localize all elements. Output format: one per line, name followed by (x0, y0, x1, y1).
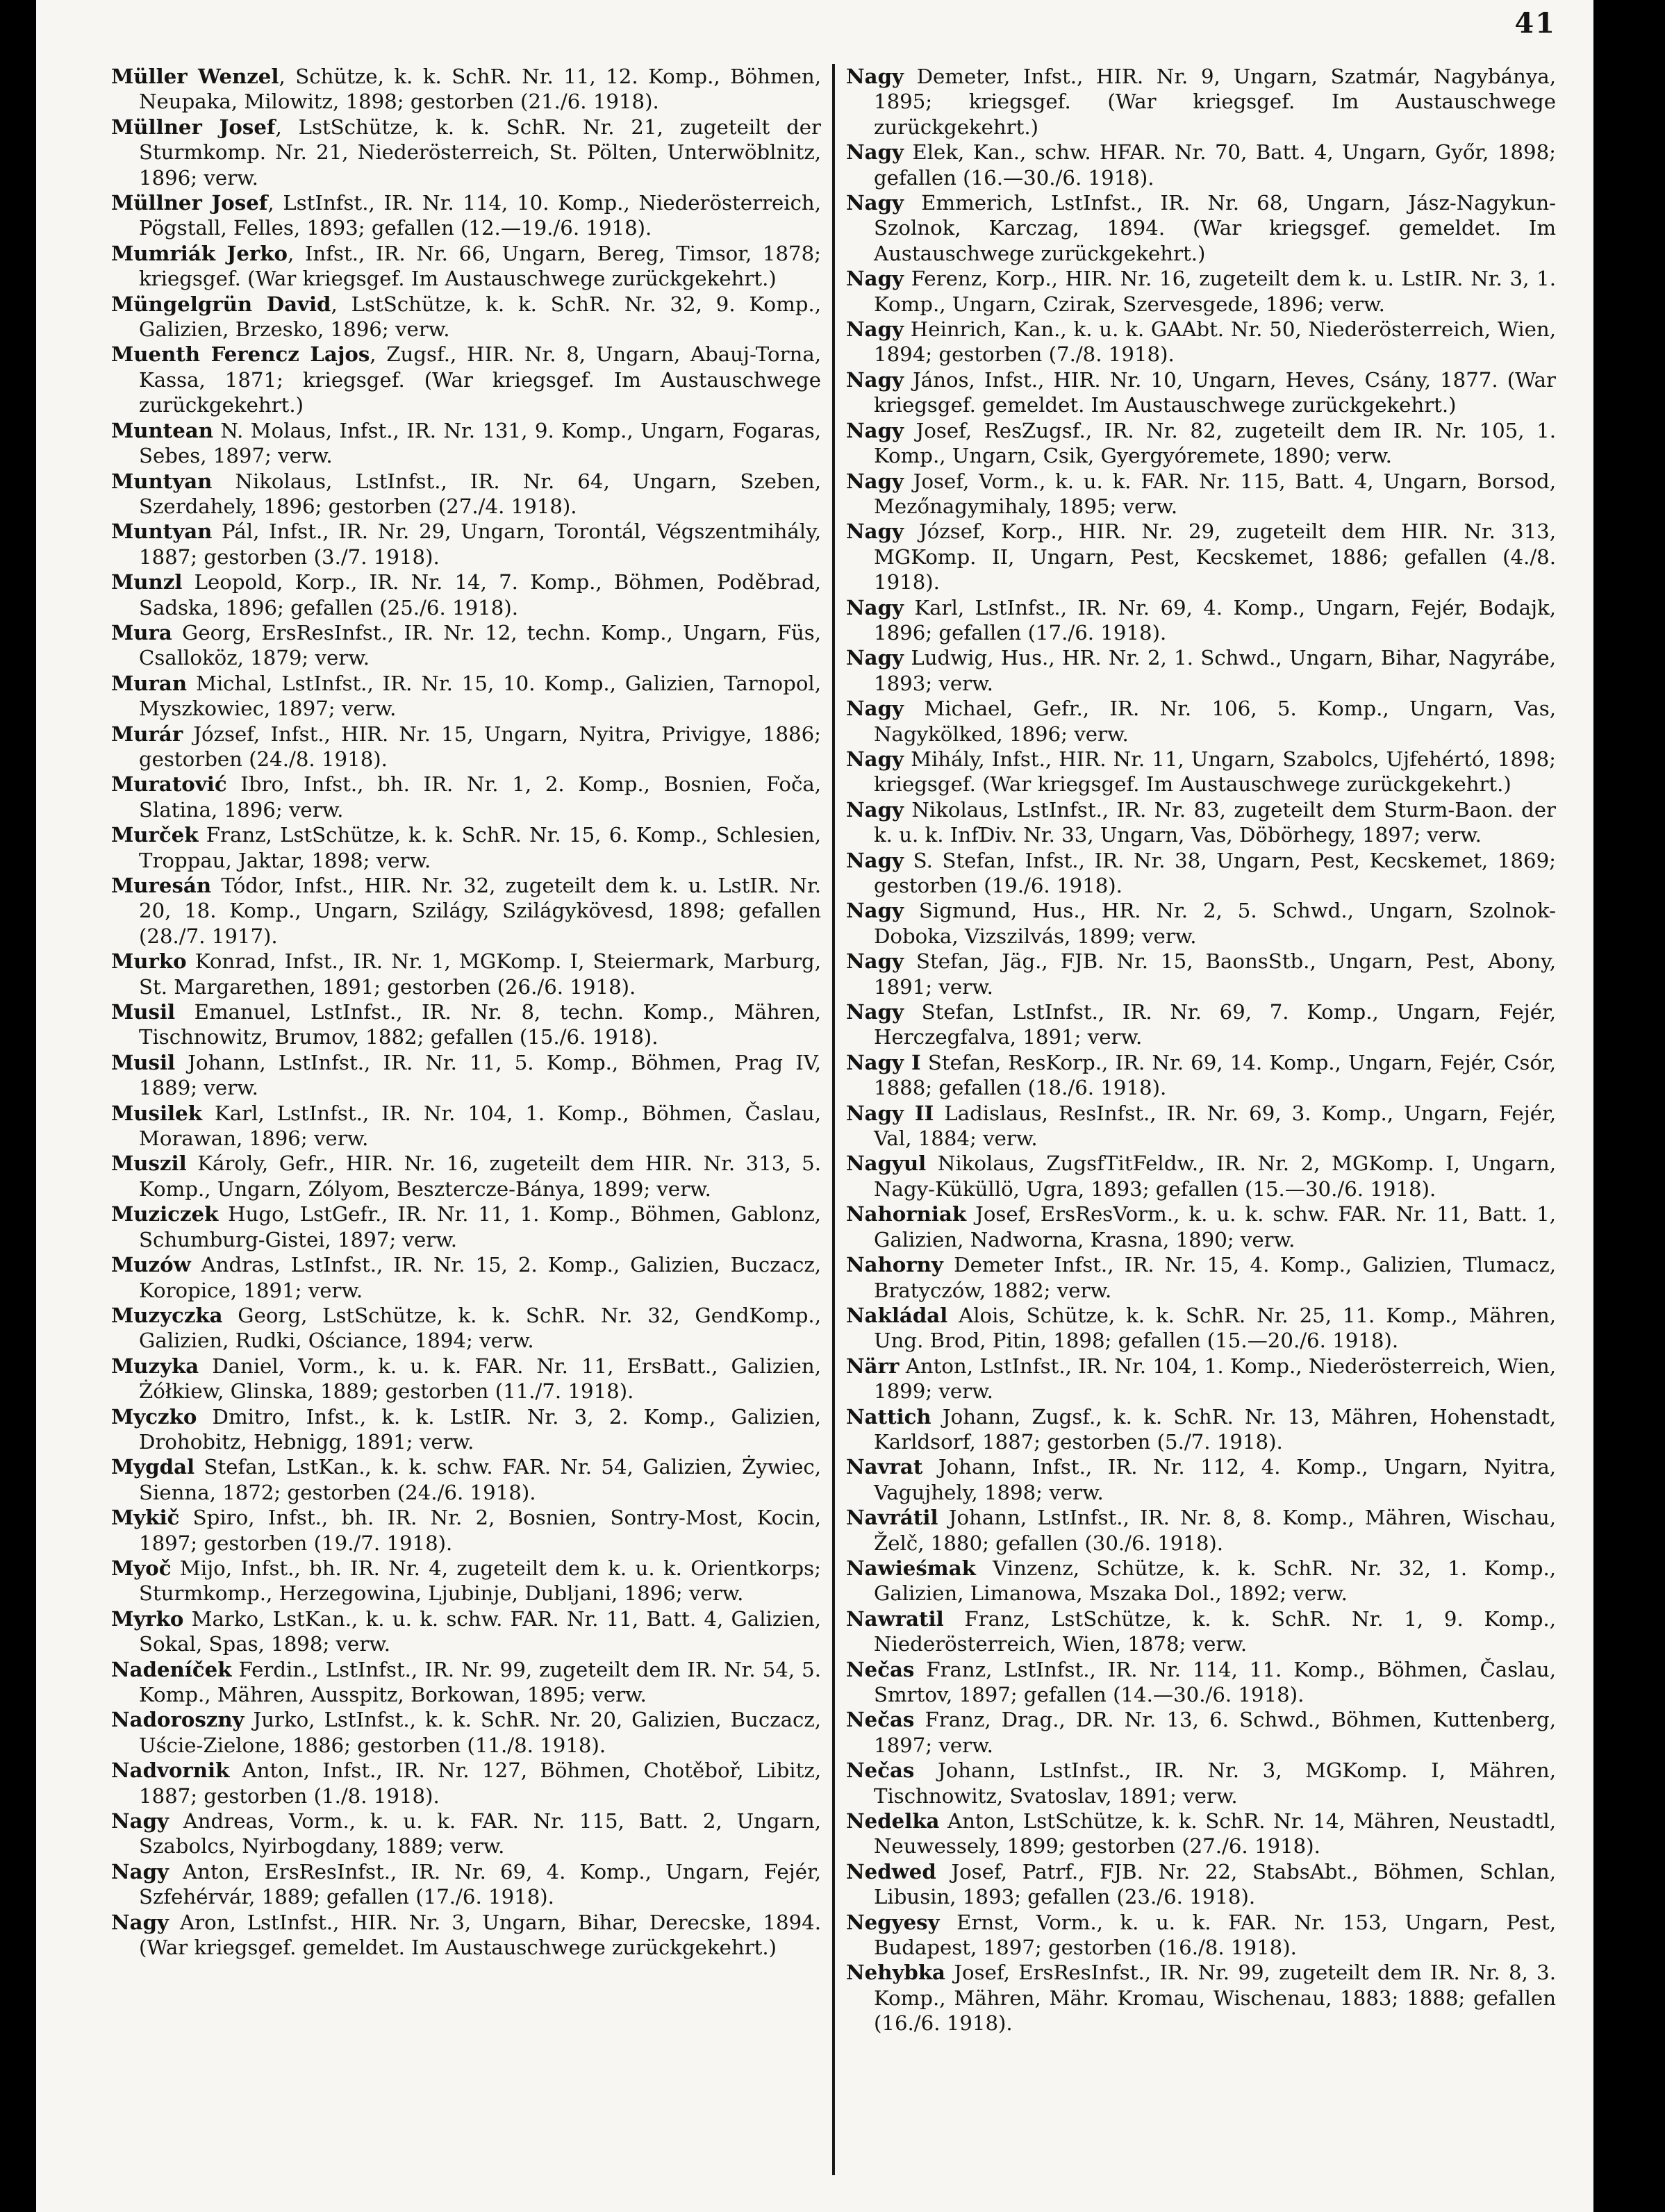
entry-details: Leopold, Korp., IR. Nr. 14, 7. Komp., Böhmen, Poděbrad, Sadska, 1896; gefallen (25./6. 1918). (139, 570, 821, 619)
entry-name: Muzyka (111, 1354, 199, 1378)
entry-details: Stefan, ResKorp., IR. Nr. 69, 14. Komp., Ungarn, Fejér, Csór, 1888; gefallen (18./6. 1918). (874, 1050, 1556, 1100)
entry-name: Nagy (111, 1809, 169, 1833)
entry-details: Andras, LstInfst., IR. Nr. 15, 2. Komp., Galizien, Buczacz, Koropice, 1891; verw. (139, 1253, 821, 1302)
entry-name: Muntyan (111, 519, 213, 544)
entry-name: Muresán (111, 874, 212, 897)
casualty-entry (846, 898, 1556, 949)
entry-details: , LstInfst., IR. Nr. 114, 10. Komp., Niederösterreich, Pögstall, Felles, 1893; gefallen (12.—19./6. 1918). (139, 191, 821, 240)
entry-name: Nahorny (846, 1253, 943, 1277)
entry-details: Franz, LstSchütze, k. k. SchR. Nr. 15, 6. Komp., Schlesien, Troppau, Jaktar, 1898; verw. (139, 823, 821, 872)
entry-name: Murček (111, 823, 199, 847)
entry-name: Nagy (846, 646, 904, 670)
entry-details: Georg, LstSchütze, k. k. SchR. Nr. 32, GendKomp., Galizien, Rudki, Ościance, 1894; verw. (139, 1303, 821, 1353)
entry-name: Nagy (846, 367, 904, 392)
entry-name: Navrátil (846, 1506, 938, 1530)
casualty-entry (846, 797, 1556, 848)
entry-details: Josef, Patrf., FJB. Nr. 22, StabsAbt., Böhmen, Schlan, Libusin, 1893; gefallen (23./6. 1918). (874, 1859, 1556, 1909)
entry-details: Károly, Gefr., HIR. Nr. 16, zugeteilt dem HIR. Nr. 313, 5. Komp., Ungarn, Zólyom, Besztercze-Bánya, 1899; verw. (139, 1151, 821, 1201)
entry-name: Nagy II (846, 1101, 934, 1125)
entry-name: Musilek (111, 1101, 202, 1125)
entry-details: Emanuel, LstInfst., IR. Nr. 8, techn. Komp., Mähren, Tischnowitz, Brumov, 1882; gefallen (15./6. 1918). (139, 1000, 821, 1049)
casualty-entry (846, 1657, 1556, 1708)
casualty-entry (111, 620, 821, 671)
casualty-entry (846, 1454, 1556, 1505)
casualty-entry (846, 266, 1556, 317)
casualty-entry (111, 190, 821, 241)
casualty-entry (846, 367, 1556, 418)
casualty-entry (846, 999, 1556, 1050)
casualty-entry (111, 772, 821, 822)
casualty-entry (111, 1859, 821, 1910)
casualty-entry (111, 1910, 821, 1961)
entry-name: Nedwed (846, 1859, 936, 1883)
casualty-entry (111, 1151, 821, 1201)
casualty-entry (111, 1454, 821, 1505)
entry-name: Nagy I (846, 1050, 921, 1074)
entry-name: Nakládal (846, 1303, 948, 1327)
entry-name: Muziczek (111, 1202, 219, 1226)
entry-name: Nagy (846, 65, 904, 88)
entry-details: Mijo, Infst., bh. IR. Nr. 4, zugeteilt dem k. u. k. Orientkorps; Sturmkomp., Herzegowina, Ljubinje, Dubljani, 1896; verw. (139, 1556, 821, 1606)
entry-name: Nagy (111, 1859, 169, 1883)
casualty-entry (846, 1201, 1556, 1252)
casualty-entry (846, 1808, 1556, 1859)
entry-details: Ibro, Infst., bh. IR. Nr. 1, 2. Komp., Bosnien, Foča, Slatina, 1896; verw. (139, 772, 821, 822)
casualty-entry (846, 469, 1556, 519)
entry-name: Muntean (111, 418, 213, 442)
entry-details: Pál, Infst., IR. Nr. 29, Ungarn, Torontál, Végszentmihály, 1887; gestorben (3./7. 1918). (139, 519, 821, 569)
entry-details: Vinzenz, Schütze, k. k. SchR. Nr. 32, 1. Komp., Galizien, Limanowa, Mszaka Dol., 1892; verw. (874, 1556, 1556, 1606)
casualty-entry (846, 1404, 1556, 1455)
casualty-entry (846, 1707, 1556, 1758)
casualty-entry (846, 1101, 1556, 1151)
casualty-entry (846, 64, 1556, 140)
casualty-entry (846, 645, 1556, 696)
entry-details: Ferenz, Korp., HIR. Nr. 16, zugeteilt dem k. u. LstIR. Nr. 3, 1. Komp., Ungarn, Czirak, Szervesgede, 1896; verw. (874, 267, 1556, 316)
casualty-entry (846, 848, 1556, 899)
entry-details: Nikolaus, LstInfst., IR. Nr. 83, zugeteilt dem Sturm-Baon. der k. u. k. InfDiv. Nr. 33, Ungarn, Vas, Döbörhegy, 1897; verw. (874, 797, 1556, 847)
casualty-entry (111, 873, 821, 949)
entry-details: Nikolaus, ZugsfTitFeldw., IR. Nr. 2, MGKomp. I, Ungarn, Nagy-Küküllö, Ugra, 1893; gefallen (15.—30./6. 1918). (874, 1151, 1556, 1201)
casualty-entry (111, 469, 821, 519)
entry-details: Franz, LstInfst., IR. Nr. 114, 11. Komp., Böhmen, Časlau, Smrtov, 1897; gefallen (14.—30./6. 1918). (874, 1657, 1556, 1706)
entry-name: Musil (111, 1050, 176, 1074)
entry-details: Elek, Kan., schw. HFAR. Nr. 70, Batt. 4, Ungarn, Győr, 1898; gefallen (16.—30./6. 1918). (874, 140, 1556, 190)
casualty-entry (846, 1910, 1556, 1961)
entry-name: Müllner Josef (111, 115, 276, 139)
entry-name: Muran (111, 671, 188, 695)
entry-details: János, Infst., HIR. Nr. 10, Ungarn, Heves, Csány, 1877. (War kriegsgef. gemeldet. Im Austauschwege zurückgekehrt.) (874, 367, 1556, 417)
entry-name: Nagy (846, 140, 904, 165)
casualty-entry (111, 1404, 821, 1455)
entry-name: Murko (111, 949, 187, 974)
entry-details: Spiro, Infst., bh. IR. Nr. 2, Bosnien, Sontry-Most, Kocin, 1897; gestorben (19./7. 1918). (139, 1506, 821, 1555)
casualty-entry (111, 1201, 821, 1252)
casualty-entry (111, 1101, 821, 1151)
casualty-entry (846, 519, 1556, 594)
casualty-entry (111, 722, 821, 772)
entry-details: Franz, LstSchütze, k. k. SchR. Nr. 1, 9. Komp., Niederösterreich, Wien, 1878; verw. (874, 1606, 1556, 1656)
casualty-entry (846, 1050, 1556, 1101)
entry-name: Nagy (846, 191, 904, 215)
casualty-entry (846, 418, 1556, 469)
entry-name: Nagy (846, 747, 904, 771)
casualty-entry (111, 241, 821, 292)
entry-details: Jurko, LstInfst., k. k. SchR. Nr. 20, Galizien, Buczacz, Uście-Zielone, 1886; gestorben (11./8. 1918). (139, 1708, 821, 1757)
entry-details: Stefan, LstKan., k. k. schw. FAR. Nr. 54, Galizien, Żywiec, Sienna, 1872; gestorben (24./6. 1918). (139, 1455, 821, 1504)
entry-name: Nagy (846, 1000, 904, 1024)
entry-name: Mygdal (111, 1455, 195, 1479)
casualty-entry (846, 1758, 1556, 1808)
entry-details: Stefan, LstInfst., IR. Nr. 69, 7. Komp., Ungarn, Fejér, Herczegfalva, 1891; verw. (874, 1000, 1556, 1049)
entry-name: Muzów (111, 1253, 191, 1277)
casualty-entry (111, 418, 821, 469)
casualty-entry (111, 1606, 821, 1657)
entry-details: Georg, ErsResInfst., IR. Nr. 12, techn. Komp., Ungarn, Füs, Csalloköz, 1879; verw. (139, 620, 821, 670)
entry-details: Johann, LstInfst., IR. Nr. 11, 5. Komp., Böhmen, Prag IV, 1889; verw. (139, 1050, 821, 1100)
entry-details: Alois, Schütze, k. k. SchR. Nr. 25, 11. Komp., Mähren, Ung. Brod, Pitin, 1898; gefallen (15.—20./6. 1918). (874, 1303, 1556, 1353)
entry-name: Nečas (846, 1657, 915, 1681)
entry-details: , Zugsf., HIR. Nr. 8, Ungarn, Abauj-Torna, Kassa, 1871; kriegsgef. (War kriegsgef. Im Austauschwege zurückgekehrt.) (139, 342, 822, 417)
right-column (846, 64, 1556, 2036)
entry-details: Anton, LstSchütze, k. k. SchR. Nr. 14, Mähren, Neustadtl, Neuwessely, 1899; gestorben (27./6. 1918). (874, 1809, 1556, 1858)
entry-details: Nikolaus, LstInfst., IR. Nr. 64, Ungarn, Szeben, Szerdahely, 1896; gestorben (27./4. 1918). (139, 469, 821, 518)
casualty-entry (111, 342, 821, 417)
casualty-entry (111, 115, 821, 190)
casualty-entry (111, 1657, 821, 1708)
entry-details: Josef, Vorm., k. u. k. FAR. Nr. 115, Batt. 4, Ungarn, Borsod, Mezőnagymihaly, 1895; verw. (874, 469, 1556, 518)
casualty-entry (846, 1252, 1556, 1303)
entry-name: Nagy (846, 697, 904, 721)
casualty-entry (846, 1606, 1556, 1657)
entry-details: Tódor, Infst., HIR. Nr. 32, zugeteilt dem k. u. LstIR. Nr. 20, 18. Komp., Ungarn, Szilágy, Szilágykövesd, 1898; gefallen (28./7. 1917). (139, 874, 821, 948)
entry-details: Johann, Infst., IR. Nr. 112, 4. Komp., Ungarn, Nyitra, Vagujhely, 1898; verw. (874, 1455, 1556, 1504)
casualty-entry (111, 1556, 821, 1606)
entry-details: , Infst., IR. Nr. 66, Ungarn, Bereg, Timsor, 1878; kriegsgef. (War kriegsgef. Im Austauschwege zurückgekehrt.) (139, 241, 822, 291)
entry-name: Muszil (111, 1151, 187, 1176)
casualty-entry (846, 1151, 1556, 1201)
entry-details: Franz, Drag., DR. Nr. 13, 6. Schwd., Böhmen, Kuttenberg, 1897; verw. (874, 1708, 1556, 1757)
entry-name: Närr (846, 1354, 900, 1378)
entry-details: Konrad, Infst., IR. Nr. 1, MGKomp. I, Steiermark, Marburg, St. Margarethen, 1891; gestorben (26./6. 1918). (139, 949, 821, 999)
casualty-entry (111, 671, 821, 722)
casualty-entry (846, 747, 1556, 797)
casualty-entry (846, 696, 1556, 747)
entry-name: Nadvornik (111, 1758, 230, 1783)
entry-details: József, Korp., HIR. Nr. 29, zugeteilt dem HIR. Nr. 313, MGKomp. II, Ungarn, Pest, Kecskemet, 1886; gefallen (4./8. 1918). (874, 519, 1556, 594)
entry-name: Müllner Josef (111, 191, 268, 215)
left-column (111, 64, 821, 1960)
casualty-entry (111, 999, 821, 1050)
entry-details: Mihály, Infst., HIR. Nr. 11, Ungarn, Szabolcs, Ujfehértó, 1898; kriegsgef. (War kriegsgef. Im Austauschwege zurückgekehrt.) (874, 747, 1556, 797)
entry-name: Mykič (111, 1506, 180, 1530)
casualty-entry (111, 1758, 821, 1808)
entry-details: Ladislaus, ResInfst., IR. Nr. 69, 3. Komp., Ungarn, Fejér, Val, 1884; verw. (874, 1101, 1556, 1151)
casualty-entry (846, 317, 1556, 367)
entry-details: Marko, LstKan., k. u. k. schw. FAR. Nr. 11, Batt. 4, Galizien, Sokal, Spas, 1898; verw. (139, 1606, 821, 1656)
casualty-entry (111, 1050, 821, 1101)
casualty-entry (846, 1303, 1556, 1354)
entry-name: Nadeníček (111, 1657, 232, 1681)
entry-name: Muratović (111, 772, 227, 797)
casualty-entry (846, 1859, 1556, 1910)
entry-details: Karl, LstInfst., IR. Nr. 69, 4. Komp., Ungarn, Fejér, Bodajk, 1896; gefallen (17./6. 1918). (874, 595, 1556, 645)
entry-name: Nawieśmak (846, 1556, 976, 1580)
entry-details: Josef, ErsResInfst., IR. Nr. 99, zugeteilt dem IR. Nr. 8, 3. Komp., Mähren, Mähr. Kromau, Wischenau, 1883; 1888; gefallen (16./6. 1918). (874, 1961, 1556, 2036)
casualty-entry (846, 1960, 1556, 2036)
entry-name: Nagy (846, 595, 904, 619)
entry-name: Nahorniak (846, 1202, 967, 1226)
entry-details: Johann, LstInfst., IR. Nr. 3, MGKomp. I, Mähren, Tischnowitz, Svatoslav, 1891; verw. (874, 1758, 1556, 1808)
entry-name: Nawratil (846, 1606, 944, 1631)
entry-details: Ferdin., LstInfst., IR. Nr. 99, zugeteilt dem IR. Nr. 54, 5. Komp., Mähren, Ausspitz, Borkowan, 1895; verw. (139, 1657, 821, 1706)
entry-details: Johann, Zugsf., k. k. SchR. Nr. 13, Mähren, Hohenstadt, Karldsorf, 1887; gestorben (5./7. 1918). (874, 1404, 1556, 1454)
entry-details: Ludwig, Hus., HR. Nr. 2, 1. Schwd., Ungarn, Bihar, Nagyrábe, 1893; verw. (874, 646, 1556, 695)
document-page (36, 0, 1593, 2212)
entry-name: Müller Wenzel (111, 65, 279, 88)
entry-details: Anton, Infst., IR. Nr. 127, Böhmen, Chotěboř, Libitz, 1887; gestorben (1./8. 1918). (139, 1758, 821, 1808)
entry-details: Josef, ErsResVorm., k. u. k. schw. FAR. Nr. 11, Batt. 1, Galizien, Nadworna, Krasna, 1890; verw. (874, 1202, 1556, 1251)
entry-name: Nedelka (846, 1809, 940, 1833)
casualty-entry (846, 595, 1556, 646)
entry-name: Nagy (846, 899, 904, 923)
entry-name: Nagy (846, 418, 904, 442)
entry-details: , LstSchütze, k. k. SchR. Nr. 21, zugeteilt der Sturmkomp. Nr. 21, Niederösterreich, St. Pölten, Unterwöblnitz, 1896; verw. (139, 115, 821, 190)
entry-name: Muntyan (111, 469, 213, 493)
entry-name: Munzl (111, 570, 183, 594)
entry-details: , Schütze, k. k. SchR. Nr. 11, 12. Komp., Böhmen, Neupaka, Milowitz, 1898; gestorben (21./6. 1918). (139, 65, 821, 114)
entry-details: Demeter, Infst., HIR. Nr. 9, Ungarn, Szatmár, Nagybánya, 1895; kriegsgef. (War kriegsgef. Im Austauschwege zurückgekehrt.) (874, 65, 1556, 139)
column-divider (832, 64, 835, 2175)
entry-details: Karl, LstInfst., IR. Nr. 104, 1. Komp., Böhmen, Časlau, Morawan, 1896; verw. (139, 1101, 821, 1151)
entry-details: Ernst, Vorm., k. u. k. FAR. Nr. 153, Ungarn, Pest, Budapest, 1897; gestorben (16./8. 1918). (874, 1910, 1556, 1960)
entry-name: Müngelgrün David (111, 292, 331, 316)
casualty-entry (111, 1505, 821, 1556)
entry-name: Nagy (846, 949, 904, 974)
entry-details: Demeter Infst., IR. Nr. 15, 4. Komp., Galizien, Tlumacz, Bratyczów, 1882; verw. (874, 1253, 1556, 1302)
entry-name: Nagy (846, 469, 904, 493)
casualty-entry (846, 190, 1556, 266)
entry-details: S. Stefan, Infst., IR. Nr. 38, Ungarn, Pest, Kecskemet, 1869; gestorben (19./6. 1918). (874, 848, 1556, 897)
casualty-entry (846, 1556, 1556, 1606)
casualty-entry (111, 64, 821, 115)
entry-name: Nagy (846, 317, 904, 342)
casualty-entry (846, 1354, 1556, 1404)
entry-details: N. Molaus, Infst., IR. Nr. 131, 9. Komp., Ungarn, Fogaras, Sebes, 1897; verw. (139, 418, 821, 468)
entry-name: Nagy (846, 267, 904, 291)
entry-name: Mura (111, 620, 172, 645)
entry-name: Navrat (846, 1455, 923, 1479)
entry-details: Anton, LstInfst., IR. Nr. 104, 1. Komp., Niederösterreich, Wien, 1899; verw. (874, 1354, 1556, 1404)
entry-details: Johann, LstInfst., IR. Nr. 8, 8. Komp., Mähren, Wischau, Želč, 1880; gefallen (30./6. 1918). (874, 1506, 1556, 1555)
entry-details: Hugo, LstGefr., IR. Nr. 11, 1. Komp., Böhmen, Gablonz, Schumburg-Gistei, 1897; verw. (139, 1202, 821, 1251)
entry-name: Nattich (846, 1404, 931, 1429)
entry-name: Myczko (111, 1404, 197, 1429)
entry-details: Anton, ErsResInfst., IR. Nr. 69, 4. Komp., Ungarn, Fejér, Szfehérvár, 1889; gefallen (17./6. 1918). (139, 1859, 821, 1909)
entry-details: József, Infst., HIR. Nr. 15, Ungarn, Nyitra, Privigye, 1886; gestorben (24./8. 1918). (139, 722, 821, 771)
casualty-entry (111, 1354, 821, 1404)
casualty-entry (111, 1252, 821, 1303)
casualty-entry (846, 949, 1556, 999)
entry-name: Musil (111, 1000, 176, 1024)
page-number: 41 (1514, 7, 1556, 40)
entry-name: Myrko (111, 1606, 184, 1631)
entry-name: Nečas (846, 1708, 915, 1732)
entry-name: Negyesy (846, 1910, 940, 1934)
casualty-entry (111, 569, 821, 620)
casualty-entry (111, 1808, 821, 1859)
entry-name: Nagyul (846, 1151, 927, 1176)
entry-name: Muzyczka (111, 1303, 223, 1327)
casualty-entry (846, 140, 1556, 190)
entry-details: Stefan, Jäg., FJB. Nr. 15, BaonsStb., Ungarn, Pest, Abony, 1891; verw. (874, 949, 1556, 999)
entry-details: Sigmund, Hus., HR. Nr. 2, 5. Schwd., Ungarn, Szolnok-Doboka, Vizszilvás, 1899; verw. (874, 899, 1556, 948)
entry-details: Heinrich, Kan., k. u. k. GAAbt. Nr. 50, Niederösterreich, Wien, 1894; gestorben (7./8. 1918). (874, 317, 1556, 367)
entry-details: Andreas, Vorm., k. u. k. FAR. Nr. 115, Batt. 2, Ungarn, Szabolcs, Nyirbogdany, 1889; verw. (139, 1809, 821, 1858)
entry-name: Nadoroszny (111, 1708, 245, 1732)
entry-details: Daniel, Vorm., k. u. k. FAR. Nr. 11, ErsBatt., Galizien, Żółkiew, Glinska, 1889; gestorben (11./7. 1918). (139, 1354, 821, 1404)
entry-details: Michal, LstInfst., IR. Nr. 15, 10. Komp., Galizien, Tarnopol, Myszkowiec, 1897; verw. (139, 671, 821, 721)
casualty-entry (846, 1505, 1556, 1556)
entry-name: Nagy (846, 797, 904, 822)
entry-details: Emmerich, LstInfst., IR. Nr. 68, Ungarn, Jász-Nagykun-Szolnok, Karczag, 1894. (War kriegsgef. gemeldet. Im Austauschwege zurückgekehrt.) (874, 191, 1556, 265)
entry-details: Dmitro, Infst., k. k. LstIR. Nr. 3, 2. Komp., Galizien, Drohobitz, Hebnigg, 1891; verw. (139, 1404, 821, 1454)
casualty-entry (111, 1707, 821, 1758)
entry-details: , LstSchütze, k. k. SchR. Nr. 32, 9. Komp., Galizien, Brzesko, 1896; verw. (139, 292, 821, 342)
casualty-entry (111, 1303, 821, 1354)
entry-name: Nečas (846, 1758, 915, 1783)
entry-name: Nehybka (846, 1961, 945, 1985)
casualty-entry (111, 822, 821, 873)
casualty-entry (111, 519, 821, 569)
entry-name: Nagy (846, 519, 904, 544)
entry-name: Mumriák Jerko (111, 241, 288, 265)
entry-details: Aron, LstInfst., HIR. Nr. 3, Ungarn, Bihar, Derecske, 1894. (War kriegsgef. gemeldet. Im Austauschwege zurückgekehrt.) (139, 1910, 821, 1960)
casualty-entry (111, 292, 821, 342)
entry-name: Muenth Ferencz Lajos (111, 342, 370, 367)
entry-name: Myoč (111, 1556, 172, 1580)
casualty-entry (111, 949, 821, 999)
entry-name: Nagy (111, 1910, 169, 1934)
entry-name: Murár (111, 722, 183, 746)
entry-name: Nagy (846, 848, 904, 872)
entry-details: Josef, ResZugsf., IR. Nr. 82, zugeteilt dem IR. Nr. 105, 1. Komp., Ungarn, Csik, Gyergyóremete, 1890; verw. (874, 418, 1556, 468)
entry-details: Michael, Gefr., IR. Nr. 106, 5. Komp., Ungarn, Vas, Nagykölked, 1896; verw. (874, 697, 1556, 746)
